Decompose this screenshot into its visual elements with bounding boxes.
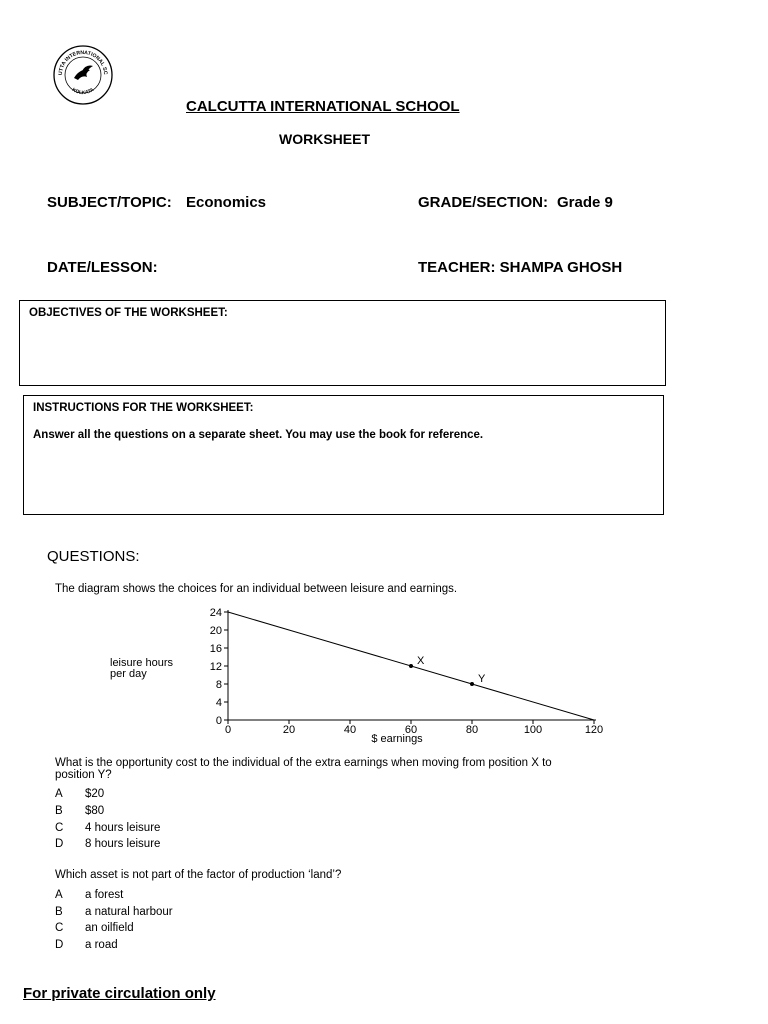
instructions-body: Answer all the questions on a separate sheet. You may use the book for reference. [33,429,484,441]
x-tick-label: 60 [404,724,418,736]
point-label-x: X [417,655,425,667]
question1-intro: The diagram shows the choices for an individual between leisure and earnings. [55,583,458,595]
x-tick-label: 120 [584,724,604,736]
q2-option-b-text: a natural harbour [85,906,173,918]
y-tick-label: 20 [209,625,222,637]
q2-option-c-text: an oilfield [85,922,134,934]
date-label: DATE/LESSON: [47,259,158,276]
x-tick-label: 100 [523,724,543,736]
point-y [470,682,474,686]
q1-option-a-text: $20 [85,788,105,800]
y-tick-label: 24 [209,607,222,619]
q2-option-b-letter: B [55,906,63,918]
x-tick-label: 20 [282,724,296,736]
teacher-label: TEACHER: SHAMPA GHOSH [418,259,623,276]
svg-text:CALCUTTA INTERNATIONAL SCHOOL: UTTA INTERNATIONAL SC [57,49,109,76]
subject-label: SUBJECT/TOPIC: [47,194,172,211]
question1-stem-line1: What is the opportunity cost to the individual of the extra earnings when moving from position X to [55,757,552,769]
instructions-box [23,395,664,515]
y-axis-label-line1: leisure hours [110,657,173,669]
point-x [409,664,413,668]
y-tick-label: 16 [209,643,222,655]
document-title: WORKSHEET [279,131,370,147]
x-tick-label: 80 [465,724,479,736]
q1-option-c-text: 4 hours leisure [85,822,161,834]
grade-label: GRADE/SECTION: [418,194,549,211]
leisure-earnings-chart [100,600,620,748]
x-tick-label: 40 [343,724,357,736]
y-tick-label: 12 [209,661,222,673]
question2-stem: Which asset is not part of the factor of production ‘land’? [55,869,342,881]
school-name: CALCUTTA INTERNATIONAL SCHOOL [186,98,460,115]
instructions-title: INSTRUCTIONS FOR THE WORKSHEET: [33,402,254,414]
y-tick-label: 4 [215,697,222,709]
q2-option-d-text: a road [85,939,118,951]
footer-note: For private circulation only [23,985,216,1002]
q1-option-d-text: 8 hours leisure [85,838,161,850]
questions-heading: QUESTIONS: [47,548,140,565]
school-logo [52,44,114,106]
objectives-box [19,300,666,386]
q1-option-b-letter: B [55,805,63,817]
q2-option-a-text: a forest [85,889,124,901]
y-axis-label-line2: per day [110,668,147,680]
x-tick-label: 0 [224,724,232,736]
q1-option-c-letter: C [55,822,64,834]
q1-option-d-letter: D [55,838,64,850]
subject-value: Economics [186,194,267,211]
q2-option-a-letter: A [55,889,63,901]
y-tick-label: 8 [215,679,222,691]
svg-text:KOLKATA: KOLKATA [70,86,96,97]
q1-option-a-letter: A [55,788,63,800]
q2-option-d-letter: D [55,939,64,951]
y-tick-label: 0 [215,715,222,727]
q1-option-b-text: $80 [85,805,105,817]
question1-stem-line2: position Y? [55,769,112,781]
point-label-y: Y [478,673,486,685]
q2-option-c-letter: C [55,922,64,934]
x-axis-label: $ earnings [371,733,423,745]
grade-value: Grade 9 [557,194,613,211]
objectives-title: OBJECTIVES OF THE WORKSHEET: [29,307,228,319]
